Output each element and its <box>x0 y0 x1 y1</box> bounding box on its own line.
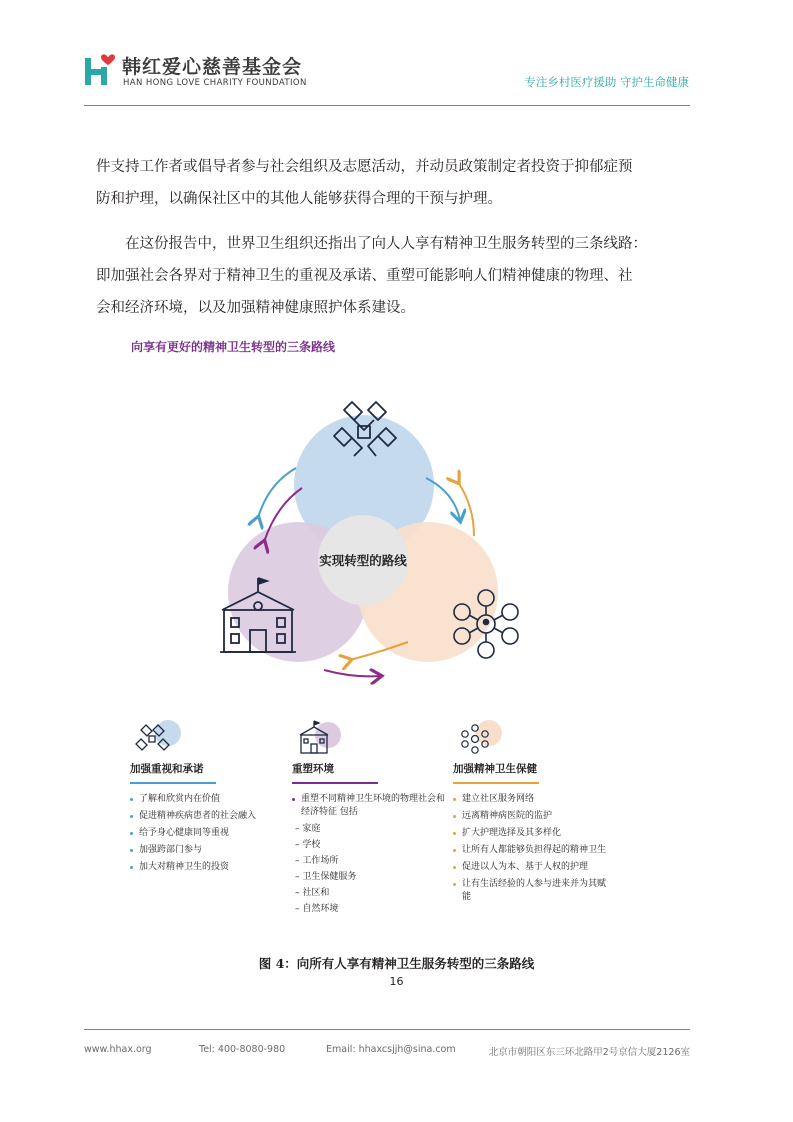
list-item: 远离精神病医院的监护 <box>453 810 613 823</box>
list-item: 扩大护理选择及其多样化 <box>453 827 613 840</box>
list-subitem: – 自然环境 <box>295 904 339 914</box>
column-rule <box>453 782 539 784</box>
h-heart-logo-icon <box>84 54 116 86</box>
logo-chinese-name: 韩红爱心慈善基金会 <box>122 56 303 78</box>
figure-title: 向享有更好的精神卫生转型的三条路线 <box>131 340 336 354</box>
arrow-purple-bottom <box>324 670 380 676</box>
paragraph-2 <box>96 228 696 324</box>
three-routes-diagram <box>118 360 558 700</box>
list-item: 建立社区服务网络 <box>453 793 613 806</box>
figure-caption: 图 4：向所有人享有精神卫生服务转型的三条路线 <box>258 956 535 971</box>
list-item: 促进精神疾病患者的社会融入 <box>130 810 290 823</box>
column-commitment <box>130 715 290 878</box>
paragraph-line: 在这份报告中，世界卫生组织还指出了向人人享有精神卫生服务转型的三条线路： <box>125 236 647 252</box>
network-small-icon <box>453 715 513 759</box>
list-subitem: – 家庭 <box>295 824 321 834</box>
page-header <box>0 0 793 112</box>
list-subitem: – 学校 <box>295 840 321 850</box>
list-item: 加大对精神卫生的投资 <box>130 861 290 874</box>
list-item: 加强跨部门参与 <box>130 844 290 857</box>
school-small-icon <box>292 715 352 759</box>
arrow-orange-right <box>458 482 474 536</box>
column-icon-wrap <box>292 715 452 759</box>
paragraph-line: 件支持工作者或倡导者参与社会组织及志愿活动，并动员政策制定者投资于抑郁症预 <box>96 159 633 175</box>
list-subitem: – 卫生保健服务 <box>295 872 357 882</box>
column-environment <box>292 715 452 919</box>
joined-hands-small-icon <box>130 715 190 759</box>
column-care <box>453 715 613 908</box>
footer-email[interactable]: Email: hhaxcsjjh@sina.com <box>326 1044 456 1055</box>
paragraph-line: 会和经济环境，以及加强精神健康照护体系建设。 <box>96 300 415 316</box>
logo-english-name: HAN HONG LOVE CHARITY FOUNDATION <box>123 78 307 88</box>
list-item: 让所有人都能够负担得起的精神卫生 <box>453 844 613 857</box>
column-title: 加强精神卫生保健 <box>453 763 537 775</box>
list-subitem: – 社区和 <box>295 888 330 898</box>
column-list <box>130 793 290 874</box>
footer-address: 北京市朝阳区东三环北路甲2号京信大厦2126室 <box>488 1047 690 1058</box>
column-icon-wrap <box>453 715 613 759</box>
footer-website[interactable]: www.hhax.org <box>84 1044 152 1055</box>
list-item: 重塑不同精神卫生环境的物理社会和经济特征 包括 <box>292 793 452 819</box>
page-number: 16 <box>389 975 404 988</box>
footer-tel: Tel: 400-8080-980 <box>199 1044 286 1055</box>
list-subitem: – 工作场所 <box>295 856 339 866</box>
column-title: 重塑环境 <box>292 763 334 775</box>
header-slogan: 专注乡村医疗援助 守护生命健康 <box>524 75 689 89</box>
footer-divider <box>84 1029 690 1030</box>
header-divider <box>84 105 690 106</box>
center-label: 实现转型的路线 <box>319 553 407 568</box>
list-item: 给予身心健康同等重视 <box>130 827 290 840</box>
column-rule <box>130 782 216 784</box>
column-icon-wrap <box>130 715 290 759</box>
paragraph-line: 即加强社会各界对于精神卫生的重视及承诺、重塑可能影响人们精神健康的物理、社 <box>96 268 633 284</box>
arrow-blue-left <box>258 468 296 518</box>
column-title: 加强重视和承诺 <box>130 763 204 775</box>
list-item: 让有生活经验的人参与进来并为其赋能 <box>453 878 613 904</box>
list-item: 促进以人为本、基于人权的护理 <box>453 861 613 874</box>
column-list <box>292 793 452 916</box>
list-item: 了解和欣赏内在价值 <box>130 793 290 806</box>
column-rule <box>292 782 378 784</box>
column-list <box>453 793 613 904</box>
paragraph-line: 防和护理，以确保社区中的其他人能够获得合理的干预与护理。 <box>96 191 502 207</box>
paragraph-1 <box>96 151 696 215</box>
